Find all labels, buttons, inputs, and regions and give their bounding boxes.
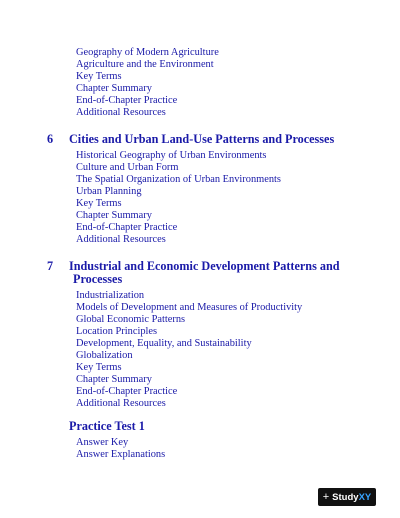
watermark-text: StudyXY <box>332 491 372 503</box>
practice-test-title[interactable]: Practice Test 1 <box>69 419 145 433</box>
toc-item-additional-resources[interactable]: Additional Resources <box>76 234 166 245</box>
toc-item-key-terms[interactable]: Key Terms <box>76 71 122 82</box>
chapter-number: 6 <box>47 132 54 146</box>
toc-item-end-of-chapter-practice[interactable]: End-of-Chapter Practice <box>76 222 178 233</box>
toc-item-additional-resources[interactable]: Additional Resources <box>76 398 166 409</box>
toc-item-development-equality-sustainability[interactable]: Development, Equality, and Sustainability <box>76 338 252 349</box>
toc-item-key-terms[interactable]: Key Terms <box>76 198 122 209</box>
toc-item-additional-resources[interactable]: Additional Resources <box>76 107 166 118</box>
toc-item-end-of-chapter-practice[interactable]: End-of-Chapter Practice <box>76 386 178 397</box>
toc-item-location-principles[interactable]: Location Principles <box>76 326 158 337</box>
toc-item-globalization[interactable]: Globalization <box>76 350 133 361</box>
toc-item-agriculture-environment[interactable]: Agriculture and the Environment <box>76 59 214 70</box>
toc-item-answer-key[interactable]: Answer Key <box>76 437 129 448</box>
toc-item-answer-explanations[interactable]: Answer Explanations <box>76 449 166 460</box>
toc-item-global-economic-patterns[interactable]: Global Economic Patterns <box>76 314 186 325</box>
toc-item-chapter-summary[interactable]: Chapter Summary <box>76 83 152 94</box>
toc-item-geography-modern-agriculture[interactable]: Geography of Modern Agriculture <box>76 47 219 58</box>
chapter-title-line-2[interactable]: Processes <box>73 272 123 286</box>
toc-item-models-of-development[interactable]: Models of Development and Measures of Productivity <box>76 302 303 313</box>
toc-item-culture-urban-form[interactable]: Culture and Urban Form <box>76 162 179 173</box>
toc-item-chapter-summary[interactable]: Chapter Summary <box>76 210 152 221</box>
toc-item-spatial-organization[interactable]: The Spatial Organization of Urban Environments <box>76 174 281 185</box>
chapter-title[interactable]: Cities and Urban Land-Use Patterns and Processes <box>69 132 335 146</box>
toc-item-key-terms[interactable]: Key Terms <box>76 362 122 373</box>
toc-item-industrialization[interactable]: Industrialization <box>76 290 145 301</box>
studyxy-watermark <box>318 488 376 506</box>
toc-item-end-of-chapter-practice[interactable]: End-of-Chapter Practice <box>76 95 178 106</box>
chapter-number: 7 <box>47 259 54 273</box>
toc-item-chapter-summary[interactable]: Chapter Summary <box>76 374 152 385</box>
chapter-title-line-1[interactable]: Industrial and Economic Development Patterns and <box>69 259 340 273</box>
plus-icon: + <box>322 490 330 503</box>
toc-item-urban-planning[interactable]: Urban Planning <box>76 186 142 197</box>
toc-item-historical-geography[interactable]: Historical Geography of Urban Environments <box>76 150 267 161</box>
